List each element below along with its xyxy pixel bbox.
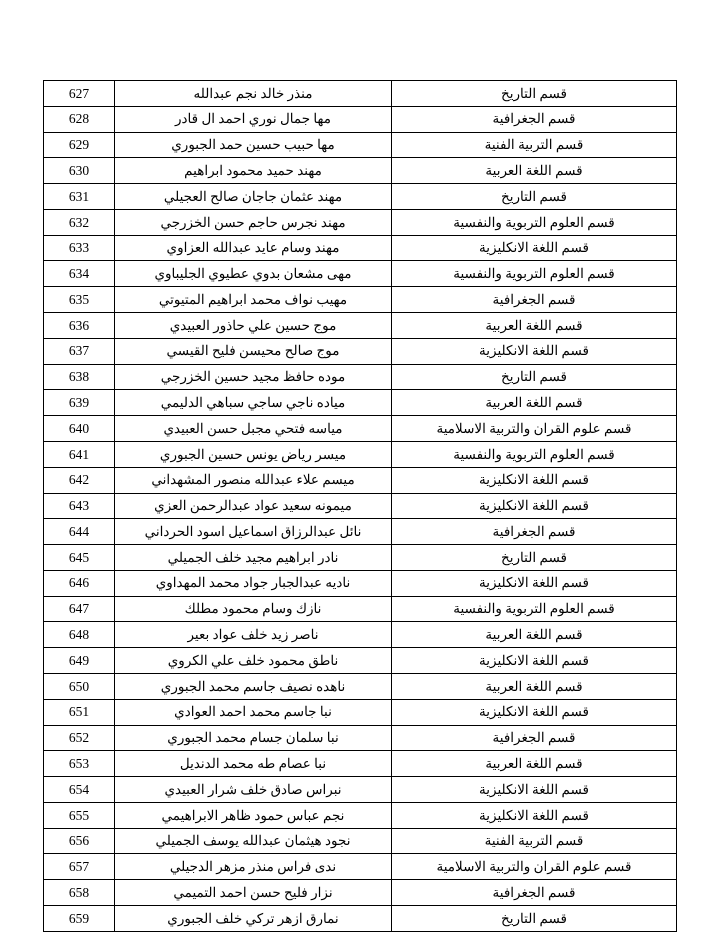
table-row bbox=[44, 648, 677, 674]
table-row bbox=[44, 802, 677, 828]
row-number-cell: 639 bbox=[44, 390, 115, 416]
row-department-cell: قسم العلوم التربوية والنفسية bbox=[392, 596, 677, 622]
row-name-cell: نبراس صادق خلف شرار العبيدي bbox=[115, 777, 392, 803]
row-number-cell: 659 bbox=[44, 906, 115, 932]
table-row bbox=[44, 106, 677, 132]
row-name-cell: نزار فليح حسن احمد التميمي bbox=[115, 880, 392, 906]
row-name-cell: مهند حميد محمود ابراهيم bbox=[115, 158, 392, 184]
row-number-cell: 634 bbox=[44, 261, 115, 287]
row-name-cell: مهند وسام عايد عبدالله العزاوي bbox=[115, 235, 392, 261]
table-row bbox=[44, 184, 677, 210]
row-name-cell: ميسم علاء عبدالله منصور المشهداني bbox=[115, 467, 392, 493]
row-name-cell: موج حسين علي حاذور العبيدي bbox=[115, 313, 392, 339]
row-department-cell: قسم اللغة العربية bbox=[392, 673, 677, 699]
row-number-cell: 649 bbox=[44, 648, 115, 674]
row-department-cell: قسم اللغة العربية bbox=[392, 622, 677, 648]
table-row bbox=[44, 287, 677, 313]
row-department-cell: قسم اللغة العربية bbox=[392, 390, 677, 416]
row-department-cell: قسم التاريخ bbox=[392, 545, 677, 571]
row-number-cell: 646 bbox=[44, 570, 115, 596]
table-row bbox=[44, 828, 677, 854]
row-name-cell: ناهده نصيف جاسم محمد الجبوري bbox=[115, 673, 392, 699]
row-name-cell: نبا جاسم محمد احمد العوادي bbox=[115, 699, 392, 725]
row-number-cell: 654 bbox=[44, 777, 115, 803]
row-department-cell: قسم التاريخ bbox=[392, 364, 677, 390]
row-number-cell: 640 bbox=[44, 416, 115, 442]
row-number-cell: 629 bbox=[44, 132, 115, 158]
table-row bbox=[44, 81, 677, 107]
row-number-cell: 643 bbox=[44, 493, 115, 519]
row-department-cell: قسم العلوم التربوية والنفسية bbox=[392, 209, 677, 235]
row-department-cell: قسم اللغة الانكليزية bbox=[392, 570, 677, 596]
roster-table-body bbox=[44, 81, 677, 932]
row-name-cell: نادر ابراهيم مجيد خلف الجميلي bbox=[115, 545, 392, 571]
row-department-cell: قسم التاريخ bbox=[392, 184, 677, 210]
table-row bbox=[44, 390, 677, 416]
row-name-cell: مهى مشعان بدوي عطيوي الجليباوي bbox=[115, 261, 392, 287]
table-row bbox=[44, 519, 677, 545]
row-name-cell: ميمونه سعيد عواد عبدالرحمن العزي bbox=[115, 493, 392, 519]
row-name-cell: مهيب نواف محمد ابراهيم المتيوتي bbox=[115, 287, 392, 313]
row-department-cell: قسم الجغرافية bbox=[392, 725, 677, 751]
table-row bbox=[44, 596, 677, 622]
row-number-cell: 631 bbox=[44, 184, 115, 210]
row-name-cell: نائل عبدالرزاق اسماعيل اسود الحرداني bbox=[115, 519, 392, 545]
row-number-cell: 638 bbox=[44, 364, 115, 390]
row-department-cell: قسم اللغة العربية bbox=[392, 751, 677, 777]
table-row bbox=[44, 235, 677, 261]
row-name-cell: نجم عباس حمود ظاهر الابراهيمي bbox=[115, 802, 392, 828]
row-department-cell: قسم الجغرافية bbox=[392, 880, 677, 906]
table-row bbox=[44, 364, 677, 390]
table-row bbox=[44, 441, 677, 467]
row-department-cell: قسم التربية الفنية bbox=[392, 132, 677, 158]
row-number-cell: 642 bbox=[44, 467, 115, 493]
row-department-cell: قسم اللغة الانكليزية bbox=[392, 338, 677, 364]
row-name-cell: ناطق محمود خلف علي الكروي bbox=[115, 648, 392, 674]
row-name-cell: ناصر زيد خلف عواد بعير bbox=[115, 622, 392, 648]
row-department-cell: قسم التربية الفنية bbox=[392, 828, 677, 854]
table-row bbox=[44, 699, 677, 725]
row-department-cell: قسم اللغة العربية bbox=[392, 158, 677, 184]
row-name-cell: نبا سلمان جسام محمد الجبوري bbox=[115, 725, 392, 751]
row-number-cell: 633 bbox=[44, 235, 115, 261]
row-number-cell: 628 bbox=[44, 106, 115, 132]
row-department-cell: قسم علوم القران والتربية الاسلامية bbox=[392, 854, 677, 880]
row-department-cell: قسم اللغة الانكليزية bbox=[392, 777, 677, 803]
row-department-cell: قسم التاريخ bbox=[392, 906, 677, 932]
row-name-cell: ميسر رياض يونس حسين الجبوري bbox=[115, 441, 392, 467]
row-department-cell: قسم اللغة الانكليزية bbox=[392, 802, 677, 828]
table-row bbox=[44, 673, 677, 699]
row-number-cell: 657 bbox=[44, 854, 115, 880]
table-row bbox=[44, 570, 677, 596]
row-number-cell: 635 bbox=[44, 287, 115, 313]
row-department-cell: قسم العلوم التربوية والنفسية bbox=[392, 441, 677, 467]
row-name-cell: ندى فراس منذر مزهر الدجيلي bbox=[115, 854, 392, 880]
row-department-cell: قسم اللغة الانكليزية bbox=[392, 235, 677, 261]
table-row bbox=[44, 158, 677, 184]
table-row bbox=[44, 338, 677, 364]
row-department-cell: قسم الجغرافية bbox=[392, 519, 677, 545]
row-department-cell: قسم العلوم التربوية والنفسية bbox=[392, 261, 677, 287]
row-name-cell: مها حبيب حسين حمد الجبوري bbox=[115, 132, 392, 158]
table-row bbox=[44, 725, 677, 751]
row-number-cell: 645 bbox=[44, 545, 115, 571]
table-row bbox=[44, 622, 677, 648]
table-row bbox=[44, 777, 677, 803]
table-row bbox=[44, 854, 677, 880]
table-row bbox=[44, 132, 677, 158]
row-department-cell: قسم اللغة العربية bbox=[392, 313, 677, 339]
row-name-cell: نبا عصام طه محمد الدنديل bbox=[115, 751, 392, 777]
row-number-cell: 647 bbox=[44, 596, 115, 622]
table-row bbox=[44, 545, 677, 571]
row-name-cell: ناديه عبدالجبار جواد محمد المهداوي bbox=[115, 570, 392, 596]
table-row bbox=[44, 751, 677, 777]
row-number-cell: 658 bbox=[44, 880, 115, 906]
row-number-cell: 637 bbox=[44, 338, 115, 364]
row-number-cell: 650 bbox=[44, 673, 115, 699]
row-department-cell: قسم اللغة الانكليزية bbox=[392, 493, 677, 519]
row-name-cell: نازك وسام محمود مطلك bbox=[115, 596, 392, 622]
table-row bbox=[44, 209, 677, 235]
row-name-cell: مها جمال نوري احمد ال قادر bbox=[115, 106, 392, 132]
row-name-cell: مياده ناجي ساجي سباهي الدليمي bbox=[115, 390, 392, 416]
row-number-cell: 641 bbox=[44, 441, 115, 467]
table-row bbox=[44, 261, 677, 287]
row-department-cell: قسم الجغرافية bbox=[392, 106, 677, 132]
row-number-cell: 651 bbox=[44, 699, 115, 725]
row-name-cell: نجود هيثمان عبدالله يوسف الجميلي bbox=[115, 828, 392, 854]
row-department-cell: قسم التاريخ bbox=[392, 81, 677, 107]
table-row bbox=[44, 313, 677, 339]
table-row bbox=[44, 416, 677, 442]
row-name-cell: منذر خالد نجم عبدالله bbox=[115, 81, 392, 107]
row-number-cell: 656 bbox=[44, 828, 115, 854]
roster-table bbox=[43, 80, 677, 932]
row-name-cell: موده حافظ مجيد حسين الخزرجي bbox=[115, 364, 392, 390]
table-row bbox=[44, 906, 677, 932]
row-number-cell: 627 bbox=[44, 81, 115, 107]
row-department-cell: قسم اللغة الانكليزية bbox=[392, 648, 677, 674]
row-name-cell: نمارق ازهر تركي خلف الجبوري bbox=[115, 906, 392, 932]
row-department-cell: قسم علوم القران والتربية الاسلامية bbox=[392, 416, 677, 442]
row-number-cell: 636 bbox=[44, 313, 115, 339]
table-row bbox=[44, 467, 677, 493]
row-department-cell: قسم الجغرافية bbox=[392, 287, 677, 313]
row-number-cell: 655 bbox=[44, 802, 115, 828]
row-number-cell: 644 bbox=[44, 519, 115, 545]
row-name-cell: موج صالح محيسن فليح القيسي bbox=[115, 338, 392, 364]
row-name-cell: مهند نجرس حاجم حسن الخزرجي bbox=[115, 209, 392, 235]
table-row bbox=[44, 493, 677, 519]
row-number-cell: 630 bbox=[44, 158, 115, 184]
row-name-cell: مياسه فتحي مجبل حسن العبيدي bbox=[115, 416, 392, 442]
row-name-cell: مهند عثمان جاجان صالح العجيلي bbox=[115, 184, 392, 210]
row-number-cell: 652 bbox=[44, 725, 115, 751]
table-row bbox=[44, 880, 677, 906]
row-number-cell: 632 bbox=[44, 209, 115, 235]
row-number-cell: 648 bbox=[44, 622, 115, 648]
row-department-cell: قسم اللغة الانكليزية bbox=[392, 467, 677, 493]
row-department-cell: قسم اللغة الانكليزية bbox=[392, 699, 677, 725]
row-number-cell: 653 bbox=[44, 751, 115, 777]
